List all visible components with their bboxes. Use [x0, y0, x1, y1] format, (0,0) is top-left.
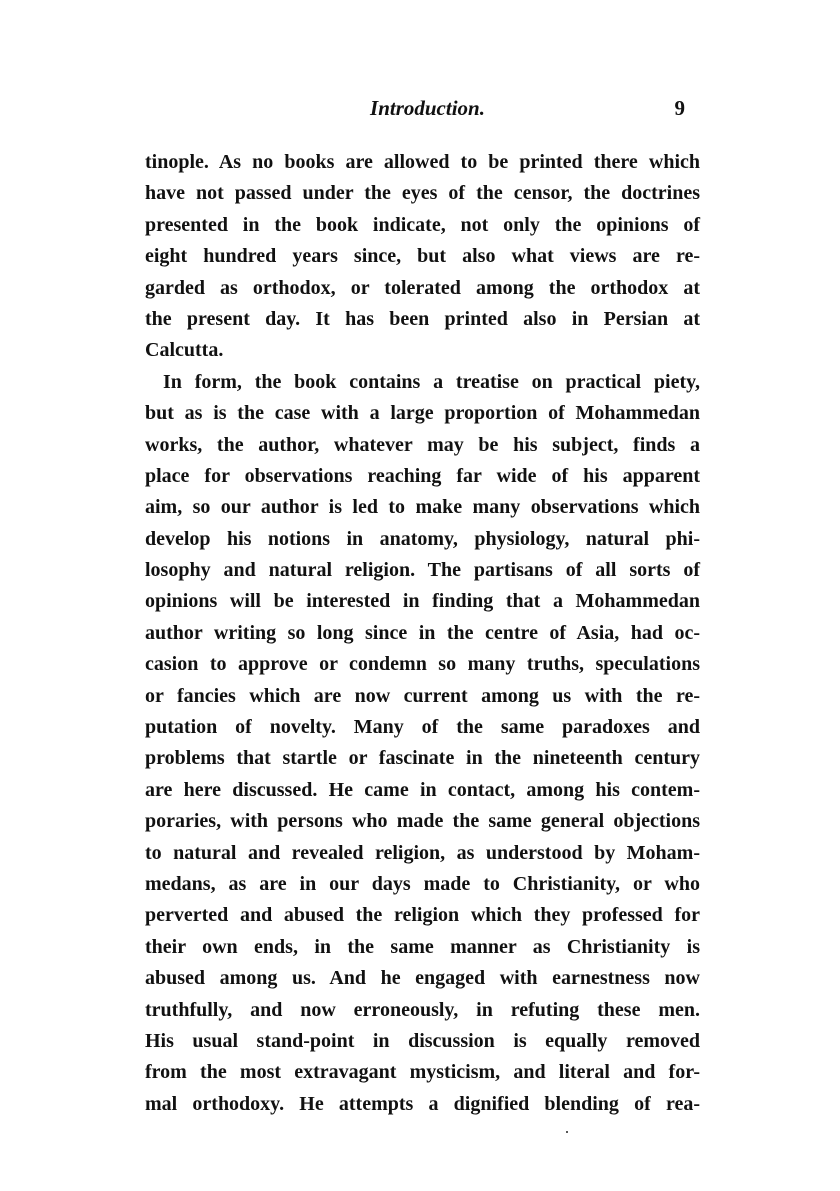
- text-line: garded as orthodox, or tolerated among the orthodox at: [145, 276, 700, 299]
- text-line: have not passed under the eyes of the censor, the doctrines: [145, 182, 700, 205]
- text-line: aim, so our author is led to make many observations which: [145, 496, 700, 519]
- text-line: are here discussed. He came in contact, among his contem-: [145, 778, 700, 801]
- text-line: truthfully, and now erroneously, in refuting these men.: [145, 998, 700, 1021]
- text-line: In form, the book contains a treatise on practical piety,: [163, 370, 700, 393]
- text-line: works, the author, whatever may be his subject, finds a: [145, 433, 700, 456]
- text-line: putation of novelty. Many of the same paradoxes and: [145, 716, 700, 739]
- text-line: their own ends, in the same manner as Christianity is: [145, 935, 700, 958]
- text-line: place for observations reaching far wide of his apparent: [145, 464, 700, 487]
- paragraph-1: [145, 147, 700, 367]
- text-line: from the most extravagant mysticism, and literal and for-: [145, 1061, 700, 1084]
- text-line: or fancies which are now current among us with the re-: [145, 684, 700, 707]
- page-number: 9: [674, 96, 685, 120]
- text-line: Calcutta.: [145, 339, 224, 362]
- text-line: poraries, with persons who made the same general objections: [145, 810, 700, 833]
- text-line: author writing so long since in the centre of Asia, had oc-: [145, 621, 700, 644]
- text-line: eight hundred years since, but also what views are re-: [145, 245, 700, 268]
- text-line: opinions will be interested in finding that a Mohammedan: [145, 590, 700, 613]
- text-line: the present day. It has been printed also in Persian at: [145, 307, 700, 330]
- text-line: problems that startle or fascinate in the nineteenth century: [145, 747, 700, 770]
- running-title: Introduction.: [370, 96, 485, 120]
- text-line: abused among us. And he engaged with earnestness now: [145, 967, 700, 990]
- text-line: His usual stand-point in discussion is equally removed: [145, 1029, 700, 1052]
- body-text: [145, 147, 700, 1120]
- text-line: losophy and natural religion. The partisans of all sorts of: [145, 559, 700, 582]
- page-header: [145, 92, 700, 132]
- text-line: develop his notions in anatomy, physiology, natural phi-: [145, 527, 700, 550]
- text-line: perverted and abused the religion which they professed for: [145, 904, 700, 927]
- print-speck: [566, 1131, 568, 1133]
- text-line: medans, as are in our days made to Christianity, or who: [145, 872, 700, 895]
- text-line: tinople. As no books are allowed to be printed there which: [145, 151, 700, 173]
- paragraph-2: [145, 367, 700, 1120]
- text-line: mal orthodoxy. He attempts a dignified blending of rea-: [145, 1092, 700, 1115]
- text-line: presented in the book indicate, not only the opinions of: [145, 213, 700, 236]
- text-line: but as is the case with a large proportion of Mohammedan: [145, 402, 700, 425]
- text-line: casion to approve or condemn so many truths, speculations: [145, 653, 700, 676]
- text-line: to natural and revealed religion, as understood by Moham-: [145, 841, 700, 864]
